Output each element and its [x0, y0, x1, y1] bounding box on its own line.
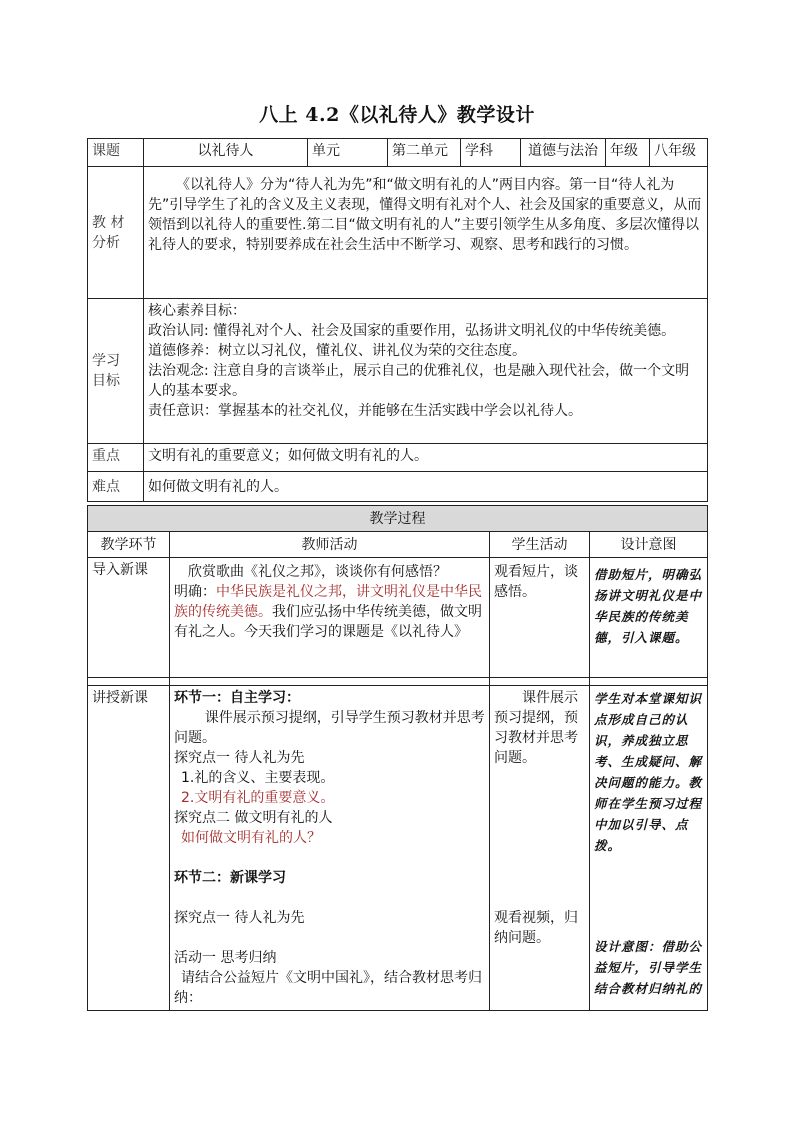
col-header-stage: 教学环节 — [88, 532, 170, 558]
analysis-text: 《以礼待人》分为“待人礼为先”和“做文明有礼的人”两目内容。第一目“待人礼为先”引导学生了礼的含义及主义表现，懂得文明有礼对个人、社会及国家的重要意义，从而领悟到以礼待人的重要性.第二目“做文明有礼的人”主要引领学生从多角度、多层次懂得以礼待人的要求，特别要养成在社会生活中不断学习、观察、思考和践行的习惯。 — [144, 167, 708, 299]
spacer — [494, 768, 585, 908]
lecture-stage: 讲授新课 — [88, 686, 170, 1011]
lecture-intent-1: 学生对本堂课知识点形成自己的认识，养成独立思考、生成疑问、解决问题的能力。教师在学生预习过程中加以引导、点拨。 — [594, 691, 703, 853]
intro-question: 欣赏歌曲《礼仪之邦》，谈谈你有何感悟？ — [188, 564, 447, 580]
row-spacer — [170, 678, 490, 686]
process-table — [87, 505, 708, 1011]
row-spacer — [590, 678, 708, 686]
intro-clarify-prefix: 明确： — [174, 584, 216, 600]
spacer — [174, 848, 485, 868]
grade-label: 年级 — [606, 139, 650, 167]
course-info-table — [87, 138, 708, 502]
intro-student: 观看短片，谈感悟。 — [490, 558, 590, 678]
analysis-label-line-1: 教 材 — [92, 214, 125, 231]
spacer — [174, 928, 485, 948]
unit-value: 第二单元 — [388, 139, 461, 167]
spacer — [174, 888, 485, 908]
activity-title: 活动一 思考归纳 — [174, 950, 277, 966]
goals-label-line-2: 目标 — [92, 373, 120, 389]
lecture-teacher — [170, 686, 490, 1011]
point1-item-2: 2.文明有礼的重要意义。 — [181, 790, 335, 806]
row-spacer — [490, 678, 590, 686]
goals-line: 责任意识：掌握基本的社交礼仪，并能够在生活实践中学会以礼待人。 — [148, 403, 582, 419]
lecture-intent — [590, 686, 708, 1011]
key-point-label: 重点 — [88, 444, 144, 472]
lecture-student-2: 观看视频，归纳问题。 — [494, 910, 578, 946]
goals-label-line-1: 学习 — [92, 353, 120, 369]
subject-label: 学科 — [461, 139, 521, 167]
analysis-label-line-2: 分析 — [92, 234, 120, 251]
lecture-intent-2: 设计意图：借助公益短片，引导学生结合教材归纳礼的 — [594, 939, 703, 996]
intro-stage: 导入新课 — [88, 558, 170, 678]
row-spacer — [88, 678, 170, 686]
subject-value: 道德与法治 — [521, 139, 606, 167]
intro-clarify-red: 中华民族是礼仪之邦，讲文明礼仪是中华民族的传统美德。 — [174, 584, 482, 620]
page-title: 八上 4.2《以礼待人》教学设计 — [259, 104, 535, 126]
point1-item-1: 1.礼的含义、主要表现。 — [181, 770, 335, 786]
spacer — [594, 856, 703, 936]
intro-clarify-rest: 我们应弘扬中华传统美德，做文明有礼之人。今天我们学习的课题是《以礼待人》 — [174, 604, 482, 640]
goals-line: 道德修养：树立以习礼仪，懂礼仪、讲礼仪为荣的交往态度。 — [148, 343, 526, 359]
intro-teacher — [170, 558, 490, 678]
difficulty-label: 难点 — [88, 472, 144, 502]
process-title: 教学过程 — [88, 506, 708, 532]
key-point-text: 文明有礼的重要意义；如何做文明有礼的人。 — [144, 444, 708, 472]
goals-line: 政治认同: 懂得礼对个人、社会及国家的重要作用，弘扬讲文明礼仪的中华传统美德。 — [148, 323, 676, 339]
intro-intent: 借助短片，明确弘扬讲文明礼仪是中华民族的传统美德，引入课题。 — [590, 558, 708, 678]
goals-label — [88, 299, 144, 444]
topic-label: 课题 — [88, 139, 144, 167]
goals-line: 核心素养目标： — [148, 303, 246, 319]
explore-point-2: 探究点二 做文明有礼的人 — [174, 810, 333, 826]
activity-text: 请结合公益短片《文明中国礼》，结合教材思考归纳： — [174, 970, 482, 1006]
analysis-label — [88, 167, 144, 299]
difficulty-text: 如何做文明有礼的人。 — [144, 472, 708, 502]
lecture-student-1: 课件展示预习提纲，预习教材并思考问题。 — [494, 690, 578, 766]
explore-point-1: 探究点一 待人礼为先 — [174, 750, 305, 766]
goals-text — [144, 299, 708, 444]
section1-title: 环节一：自主学习： — [174, 690, 300, 706]
section2-title: 环节二：新课学习 — [174, 870, 286, 886]
goals-line: 法治观念: 注意自身的言谈举止，展示自己的优雅礼仪，也是融入现代社会，做一个文明人的基本要求。 — [148, 363, 690, 399]
grade-value: 八年级 — [650, 139, 708, 167]
point2-item: 如何做文明有礼的人？ — [181, 830, 321, 846]
unit-label: 单元 — [308, 139, 388, 167]
col-header-student: 学生活动 — [490, 532, 590, 558]
lecture-student — [490, 686, 590, 1011]
explore-point-3: 探究点一 待人礼为先 — [174, 910, 305, 926]
col-header-teacher: 教师活动 — [170, 532, 490, 558]
topic-value: 以礼待人 — [144, 139, 308, 167]
col-header-intent: 设计意图 — [590, 532, 708, 558]
section1-text: 课件展示预习提纲，引导学生预习教材并思考问题。 — [174, 710, 485, 746]
